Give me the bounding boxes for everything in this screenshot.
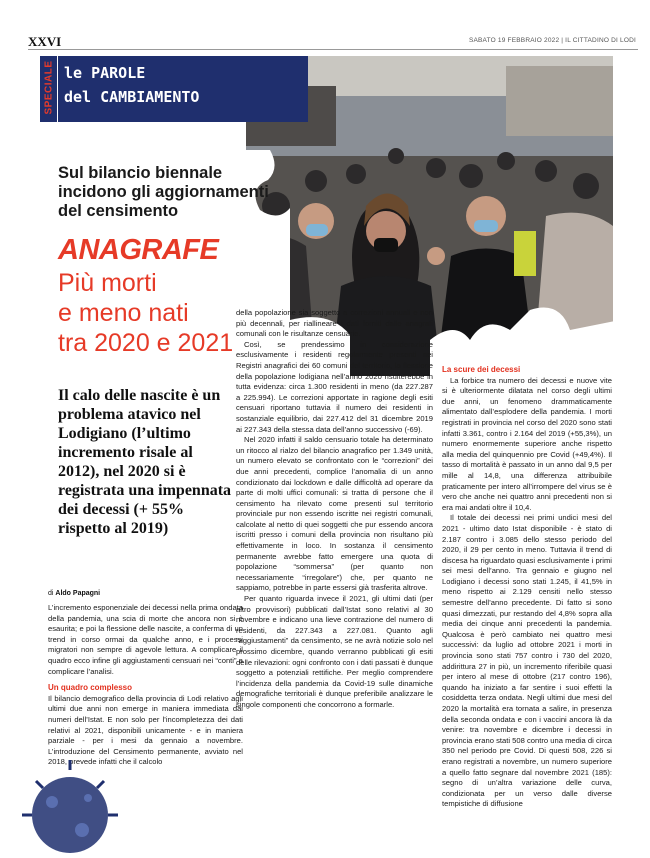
banner-line-2: del CAMBIAMENTO — [64, 88, 200, 106]
col2-paragraph: Per quanto riguarda invece il 2021, gli ultimi dati (per altro provvisori) pubblicati dall’Istat sono relativi al 30 novembre e indicano una lieve contrazione del numero di residenti, da 227.343 a 227.081. Quanto agli “aggiustamenti” da censimento, se ne avrà notizie solo nel prossimo dicembre, quando verranno pubblicati gli esiti delle rilevazioni: ogni confronto con i dati passati è dunque soggetto a potenziali rettifiche. Per meglio comprendere l’incidenza della pandemia da Covid-19 sulle dinamiche demografiche territoriali è dunque preferibile analizzare le singole componenti che concorrono a formarle. — [236, 594, 433, 709]
summary: Il calo delle nascite è un problema atavico nel Lodigiano (l’ultimo incremento risale al 2012), nel 2020 si è registrata una impennata dei decessi (+ 55% rispetto al 2019) — [58, 387, 232, 537]
col2-paragraph: della popolazione sia soggetto a correzioni annuali e non più decennali, per riallineare i dati forniti dalle anagrafi comunali con le risultanze censuarie. — [236, 308, 433, 339]
column-3 — [442, 365, 612, 810]
byline-prefix: di — [48, 590, 54, 597]
section-title-1: Un quadro complesso — [48, 683, 133, 693]
section-title-2: La scure dei decessi — [442, 365, 521, 374]
intro-paragraph: L’incremento esponenziale dei decessi nella prima ondata della pandemia, una scia di morte che ancora non si è esaurita; e poi la flessione delle nascite, a conferma di un trend in corso ormai da qualche anno, e i processi migratori non sempre di agevole lettura. A complicare il quadro ecco infine gli aggiustamenti censuari nei “conti” a complicare l’analisi. — [48, 603, 243, 676]
column-2 — [236, 308, 433, 711]
byline — [48, 590, 100, 597]
byline-author: Aldo Papagni — [55, 590, 101, 597]
section-1-paragraph: Il bilancio demografico della provincia di Lodi relativo agli ultimi due anni non emerge in maniera immediata dai numeri dell’Istat. E non solo per l’incompletezza dei dati relativi al 2021, disponibili unicamente - e in maniera parziale - per i mesi da gennaio a novembre. L’introduzione del Censimento permanente, avviato nel 2018, prevede infatti che il calcolo — [48, 693, 243, 767]
banner-line-1: le PAROLE — [64, 64, 146, 82]
headline-sub-line: Più morti — [58, 269, 157, 297]
col3-paragraph: La forbice tra numero dei decessi e nuove vite si è ulteriormente dilatata nel corso degli ultimi due anni, un fenomeno drammaticamente alimentato dall’esplodere della pandemia. I morti registrati in provincia nel corso del 2020 sono stati infatti 3.361, contro i 2.164 del 2019 (+55,3%), un numero enormemente superiore anche rispetto alla media del quinquennio pre Covid (+49,4%). Il tasso di mortalità è passato in un anno dal 9,5 per mille al 14,8, una differenza attribuibile praticamente per intero all’irrompere del virus se è vero che anche nei quattro anni precedenti non si era mai andati oltre il 10,4. — [442, 375, 612, 512]
issue-date-and-paper: SABATO 19 FEBBRAIO 2022 | IL CITTADINO DI LODI — [468, 37, 636, 44]
kicker: Sul bilancio biennale incidono gli aggiornamenti del censimento — [58, 164, 269, 220]
virus-decoration — [0, 740, 150, 858]
headline-sub-line: tra 2020 e 2021 — [58, 329, 234, 357]
header-divider — [28, 49, 638, 50]
speciale-tag — [40, 56, 58, 122]
page-number: XXVI — [28, 34, 62, 49]
speciale-tag-label: SPECIALE — [43, 60, 55, 115]
headline-main: ANAGRAFE — [58, 234, 219, 266]
col2-paragraph: Nel 2020 infatti il saldo censuario totale ha determinato un ritocco al rialzo del bilancio anagrafico per 1.349 unità, un numero elevato se confrontato con le “correzioni” dei due anni precedenti, complice l’anomalia di un anno condizionato dai lockdown e dalle difficoltà ad operare da parte di molti uffici comunali: si tratta di persone che il censimento ha rilevato come presenti sul territorio provinciale pur non essendo iscritte nei registri comunali, calcolate al netto di quei soggetti che pur essendo ancora iscritti presso i comuni della provincia non risultano più effettivamente in loco. In sostanza il censimento permanente avrebbe fatto emergere una quota di popolazione “sommersa” (per quanto non necessariamente “irregolare”) che, per quanto ne sappiamo, potrebbe in parte essersi già trasferita altrove. — [236, 435, 433, 593]
col2-paragraph: Così, se prendessimo in considerazione esclusivamente i residenti regolarmente presenti nei Registri anagrafici dei 60 comuni del territorio, la flessione della popolazione lodigiana nell’anno 2020 risulterebbe in tutta evidenza: circa 1.300 residenti in meno (da 227.287 a 225.994). Le correzioni apportate in ragione degli esiti censuari riportano tuttavia il numero dei residenti in sostanziale equilibrio, dai 227.412 del 31 dicembre 2019 ai 227.343 della stessa data dell’anno successivo (-69). — [236, 339, 433, 434]
headline-sub-line: e meno nati — [58, 299, 189, 327]
headline-sub — [58, 268, 258, 358]
col3-paragraph: Il totale dei decessi nei primi undici mesi del 2021 - ultimo dato Istat disponibile - è stato di 2.187 contro i 3.085 dello stesso periodo del 2020, il 29 per cento in meno. Tuttavia il trend di discesa ha riguardato quasi esclusivamente i primi sei mesi dell’anno. Tra gennaio e giugno nel Lodigiano i decessi sono stati 1.245, il 41,5% in meno rispetto ai 2.129 censiti nello stesso semestre dell’anno precedente. Di fatto si sono quasi dimezzati, pur restando del 4,8% sopra alla media dei cinque anni precedenti la pandemia. Qualcosa è però cambiato nei quattro mesi successivi: da luglio ad ottobre 2021 i morti in provincia sono stati 757 contro i 730 del 2020, addirittura 27 in più, un incremento riferibile quasi per intero al mese di ottobre (217 contro 196), quando ha iniziato a far sentire i suoi effetti la cosiddetta terza ondata. Negli ultimi due mesi del 2020 la mortalità era tornata a salire, in presenza della seconda ondata e con i vaccini ancora là da venire: tra novembre e dicembre i decessi in provincia erano stati 508 contro una media di circa 350 nel periodo pre Covid. Di questi 508, 226 si erano registrati a novembre, un numero superiore a quello fatto segnare dal novembre 2021 (185): segno di un’altra variazione delle curva, condizionata per un verso dalle diverse tempistiche di diffusione — [442, 513, 612, 809]
